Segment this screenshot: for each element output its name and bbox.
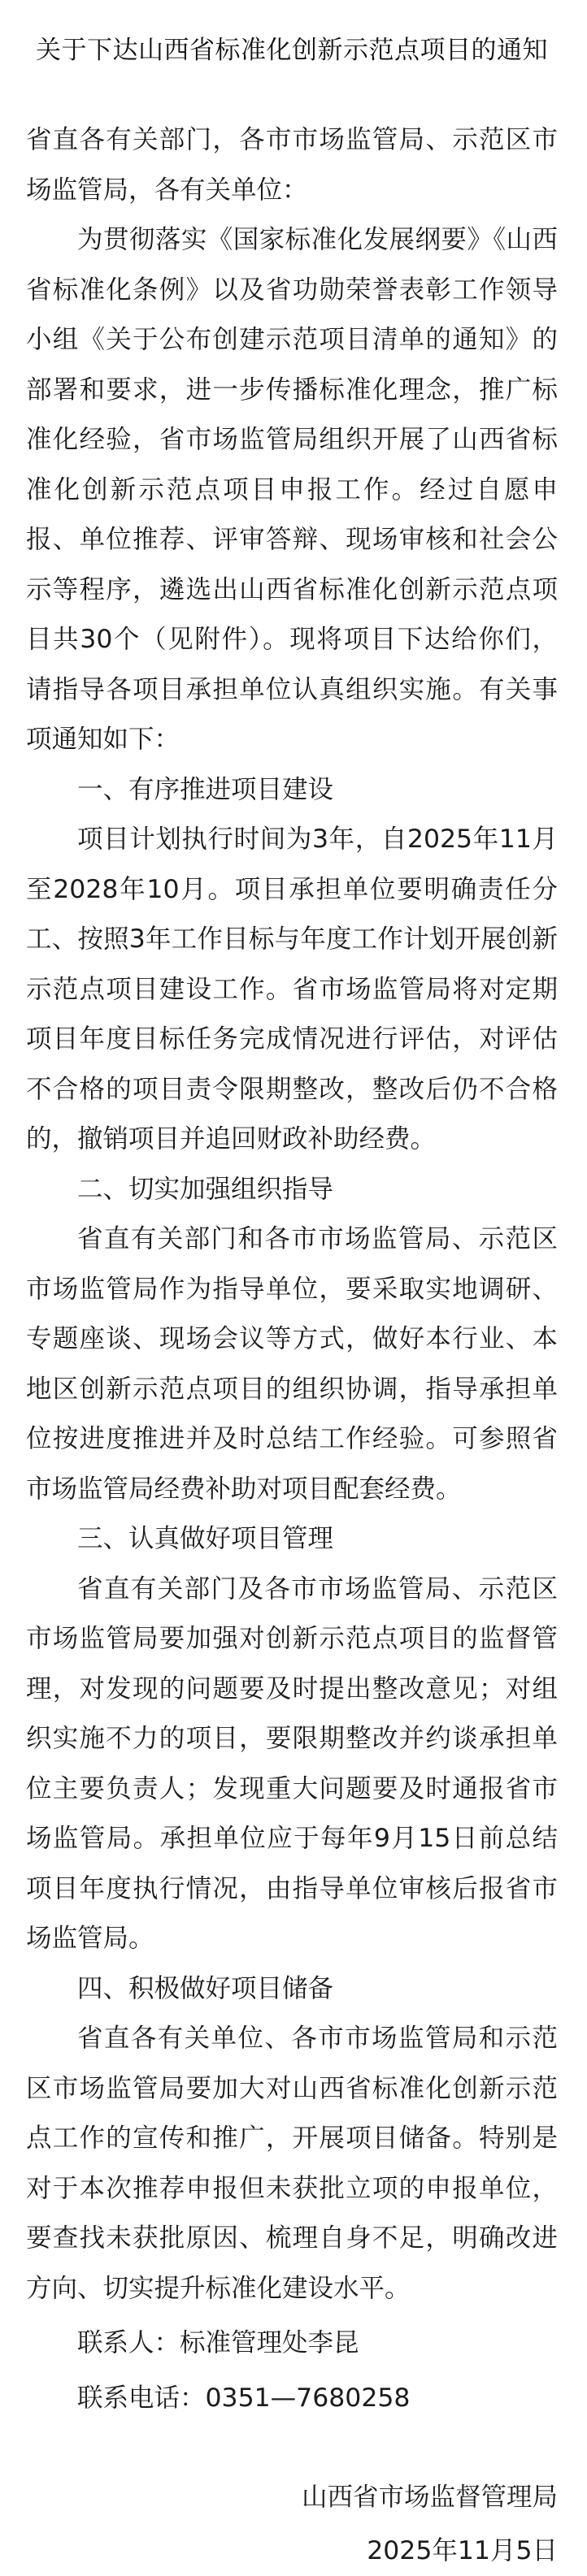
intro-paragraph: 为贯彻落实《国家标准化发展纲要》《山西省标准化条例》以及省功勋荣誉表彰工作领导小组《关于公布创建示范项目清单的通知》的部署和要求，进一步传播标准化理念，推广标准化经验，省市场监管局组织开展了山西省标准化创新示范点项目申报工作。经过自愿申报、单位推荐、评审答辩、现场审核和社会公示等程序，遴选出山西省标准化创新示范点项目共30个（见附件）。现将项目下达给你们，请指导各项目承担单位认真组织实施。有关事项通知如下： xyxy=(26,225,558,754)
contact-person: 联系人：标准管理处李昆 xyxy=(77,2328,359,2357)
section-heading-3: 三、认真做好项目管理 xyxy=(77,1524,334,1553)
section-heading-2: 二、切实加强组织指导 xyxy=(77,1174,334,1204)
signature-block xyxy=(26,2472,558,2576)
issuing-organization: 山西省市场监督管理局 xyxy=(301,2483,558,2512)
section-paragraph-1: 项目计划执行时间为3年，自2025年11月至2028年10月。项目承担单位要明确责任分工、按照3年工作目标与年度工作计划开展创新示范点项目建设工作。省市场监管局将对定期项目年度目标任务完成情况进行评估，对评估不合格的项目责令限期整改，整改后仍不合格的，撤销项目并追回财政补助经费。 xyxy=(26,825,558,1154)
document-title: 关于下达山西省标准化创新示范点项目的通知 xyxy=(36,36,548,65)
addressee: 省直各有关部门，各市市场监管局、示范区市场监管局，各有关单位： xyxy=(26,125,558,205)
section-paragraph-4: 省直各有关单位、各市市场监管局和示范区市场监管局要加大对山西省标准化创新示范点工作的宣传和推广，开展项目储备。特别是对于本次推荐申报但未获批立项的申报单位，要查找未获批原因、梳理自身不足，明确改进方向、切实提升标准化建设水平。 xyxy=(26,2024,558,2303)
contact-phone: 联系电话：0351—7680258 xyxy=(77,2383,411,2413)
issue-date: 2025年11月5日 xyxy=(367,2536,558,2565)
section-heading-1: 一、有序推进项目建设 xyxy=(77,774,334,804)
section-paragraph-2: 省直有关部门和各市市场监管局、示范区市场监管局作为指导单位，要采取实地调研、专题座谈、现场会议等方式，做好本行业、本地区创新示范点项目的组织协调，指导承担单位按进度推进并及时总结工作经验。可参照省市场监管局经费补助对项目配套经费。 xyxy=(26,1224,558,1504)
document-body xyxy=(26,115,558,2423)
section-paragraph-3: 省直有关部门及各市市场监管局、示范区市场监管局要加强对创新示范点项目的监督管理，对发现的问题要及时提出整改意见；对组织实施不力的项目，要限期整改并约谈承担单位主要负责人；发现重大问题要及时通报省市场监管局。承担单位应于每年9月15日前总结项目年度执行情况，由指导单位审核后报省市场监管局。 xyxy=(26,1574,558,1953)
section-heading-4: 四、积极做好项目储备 xyxy=(77,1973,334,2003)
